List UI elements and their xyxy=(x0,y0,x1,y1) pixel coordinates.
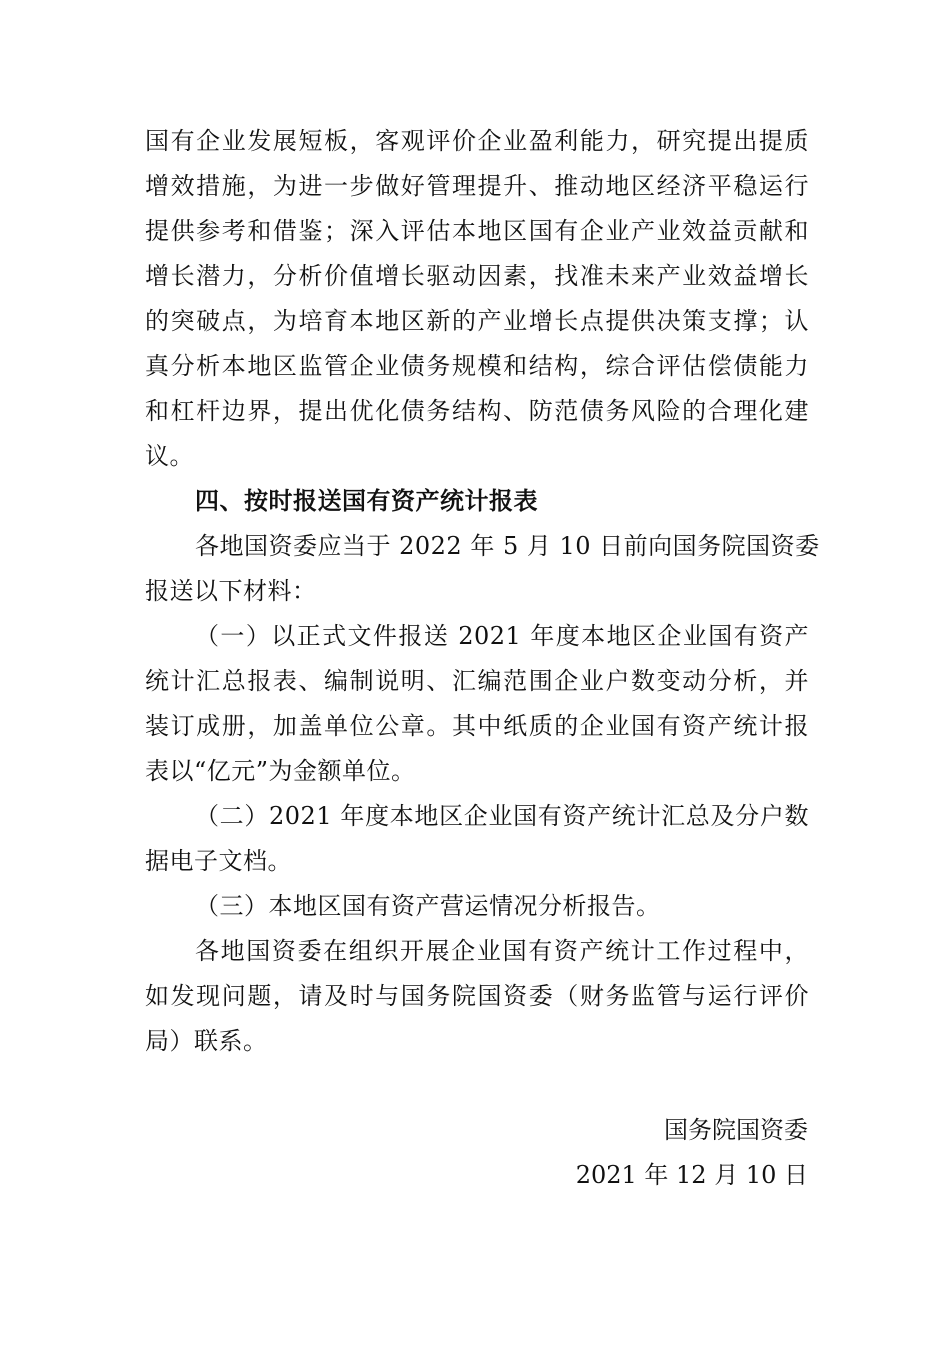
text-line: （一）以正式文件报送 2021 年度本地区企业国有资产 xyxy=(195,622,809,650)
text-line: 国有企业发展短板，客观评价企业盈利能力，研究提出提质 xyxy=(145,127,809,155)
text-line: 据电子文档。 xyxy=(145,847,292,875)
text-line: （二）2021 年度本地区企业国有资产统计汇总及分户数 xyxy=(195,802,809,830)
text-line: 提供参考和借鉴；深入评估本地区国有企业产业效益贡献和 xyxy=(145,217,809,245)
text-line: 表以“亿元”为金额单位。 xyxy=(145,757,416,785)
text-line: 增长潜力，分析价值增长驱动因素，找准未来产业效益增长 xyxy=(145,262,809,290)
text-line: 局）联系。 xyxy=(145,1027,268,1055)
signature-organization: 国务院国资委 xyxy=(664,1116,808,1144)
section-heading-block xyxy=(145,479,809,524)
text-line: 如发现问题，请及时与国务院国资委（财务监管与运行评价 xyxy=(145,982,809,1010)
item-two-paragraph xyxy=(145,794,809,884)
text-line: 报送以下材料： xyxy=(145,577,317,605)
text-line: 增效措施，为进一步做好管理提升、推动地区经济平稳运行 xyxy=(145,172,809,200)
text-line: 的突破点，为培育本地区新的产业增长点提供决策支撑；认 xyxy=(145,307,809,335)
text-line: 议。 xyxy=(145,442,194,470)
paragraph-continuation xyxy=(145,119,809,479)
text-line: 各地国资委应当于 2022 年 5 月 10 日前向国务院国资委 xyxy=(195,532,820,560)
text-line: （三）本地区国有资产营运情况分析报告。 xyxy=(195,892,661,920)
text-line: 装订成册，加盖单位公章。其中纸质的企业国有资产统计报 xyxy=(145,712,809,740)
signature-date: 2021 年 12 月 10 日 xyxy=(575,1161,808,1189)
item-three-paragraph xyxy=(145,884,809,929)
intro-paragraph xyxy=(145,524,820,614)
text-line: 和杠杆边界，提出优化债务结构、防范债务风险的合理化建 xyxy=(145,397,809,425)
item-one-paragraph xyxy=(145,614,809,794)
closing-paragraph xyxy=(145,929,809,1064)
text-line: 各地国资委在组织开展企业国有资产统计工作过程中， xyxy=(195,937,809,965)
text-line: 统计汇总报表、编制说明、汇编范围企业户数变动分析，并 xyxy=(145,667,809,695)
section-heading: 四、按时报送国有资产统计报表 xyxy=(195,487,538,515)
text-line: 真分析本地区监管企业债务规模和结构，综合评估偿债能力 xyxy=(145,352,809,380)
